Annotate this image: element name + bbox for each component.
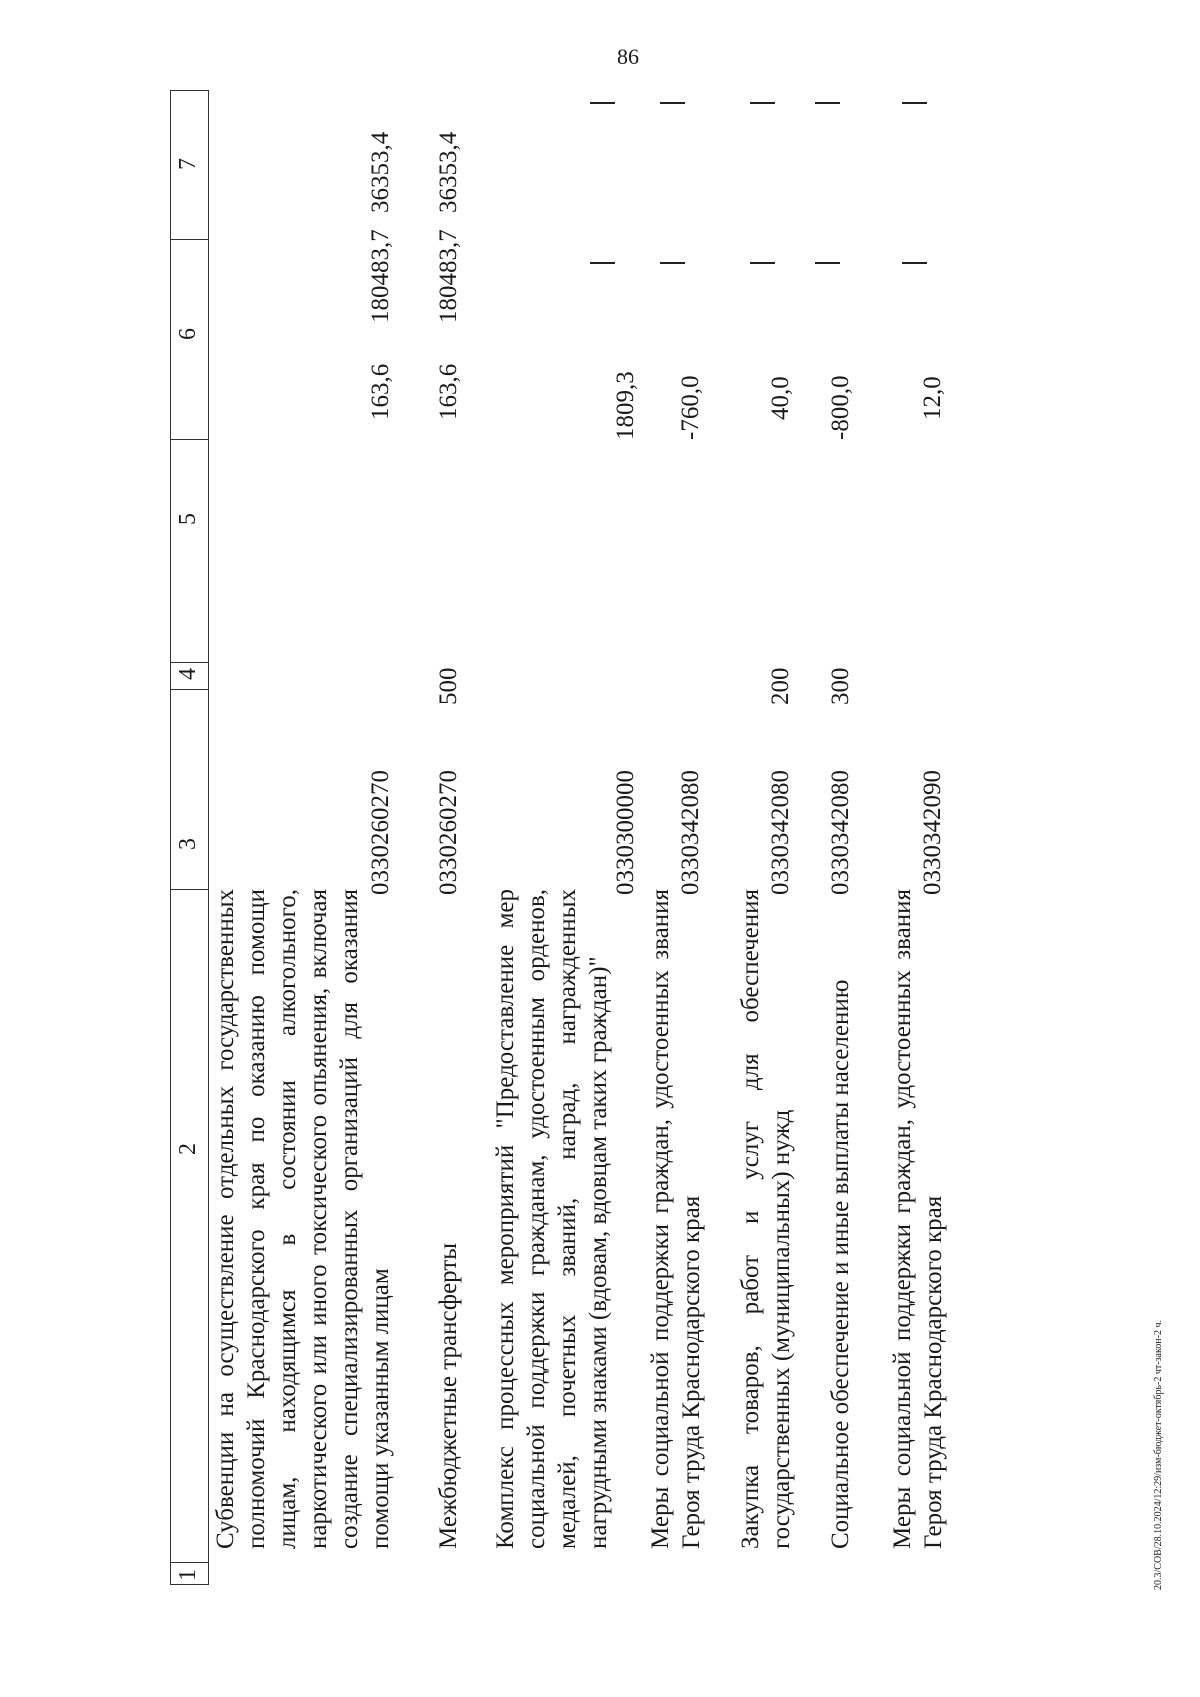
row-name: Субвенции на осуществление отдельных государственных полномочий Краснодарского края по оказанию помощи лицам, находящимся в состоянии алкогольного, наркотического или иного токсического опьянения, включая создание специализированных организаций для оказания помощи указанным лицам	[212, 889, 394, 1549]
row-col5: 1809,3	[612, 371, 639, 440]
dash-mark	[750, 262, 775, 264]
row-name: Закупка товаров, работ и услуг для обеспечения государственных (муниципальных) нужд	[737, 889, 795, 1549]
row-col6-dash	[750, 262, 783, 270]
row-col7: 36353,4	[435, 131, 462, 213]
header-col-1: 1	[175, 1569, 201, 1581]
budget-table	[170, 90, 1030, 1585]
header-col-3: 3	[175, 838, 201, 850]
table-header-row	[170, 90, 208, 1585]
header-right-border	[170, 90, 208, 91]
row-type: 300	[827, 667, 854, 705]
row-code: 0330342090	[919, 770, 946, 895]
row-code: 0330342080	[767, 770, 794, 895]
column-divider	[170, 439, 208, 440]
dash-mark	[660, 102, 685, 104]
header-top-border	[170, 90, 171, 1585]
dash-mark	[590, 102, 615, 104]
row-col6-dash	[590, 262, 623, 270]
header-col-7: 7	[175, 158, 201, 170]
column-divider	[170, 889, 208, 890]
dash-mark	[750, 102, 775, 104]
row-col6-dash	[902, 262, 935, 270]
column-divider	[170, 662, 208, 663]
dash-mark	[815, 262, 840, 264]
column-divider	[170, 689, 208, 690]
row-col6-dash	[815, 262, 848, 270]
row-col6: 180483,7	[435, 229, 462, 323]
header-col-4: 4	[175, 668, 201, 680]
row-code: 0330342080	[677, 770, 704, 895]
row-col7: 36353,4	[367, 131, 394, 213]
row-name: Меры социальной поддержки граждан, удостоенных звания Героя труда Краснодарского края	[647, 889, 705, 1549]
column-divider	[170, 239, 208, 240]
row-name: Межбюджетные трансферты	[435, 1242, 462, 1549]
row-name: Комплекс процессных мероприятий "Предоставление мер социальной поддержки гражданам, удостоенным орденов, медалей, почетных званий, наград, награжденных нагрудными знаками (вдовам, вдовцам таких граждан)"	[492, 889, 612, 1549]
row-name: Социальное обеспечение и иные выплаты населению	[827, 979, 854, 1549]
page-number: 86	[617, 44, 639, 69]
footer-document-code: 20.3/СОВ/28.10.2024/12:29/изм-бюджет-октябрь-2 чт-закон-2 ч.	[1153, 1319, 1164, 1590]
dash-mark	[902, 262, 927, 264]
row-col5: -760,0	[677, 375, 704, 440]
row-col7-dash	[815, 102, 848, 110]
row-col5: -800,0	[827, 375, 854, 440]
row-type: 200	[767, 667, 794, 705]
column-divider	[170, 1562, 208, 1563]
row-col7-dash	[750, 102, 783, 110]
row-col5: 40,0	[767, 376, 794, 420]
row-col7-dash	[660, 102, 693, 110]
dash-mark	[590, 262, 615, 264]
row-code: 0330300000	[612, 770, 639, 895]
row-col5: 163,6	[367, 363, 394, 420]
header-col-2: 2	[175, 1143, 201, 1155]
row-name: Меры социальной поддержки граждан, удостоенных звания Героя труда Краснодарского края	[889, 889, 947, 1549]
header-col-5: 5	[175, 513, 201, 525]
dash-mark	[660, 262, 685, 264]
dash-mark	[902, 102, 927, 104]
row-type: 500	[435, 667, 462, 705]
row-col7-dash	[902, 102, 935, 110]
row-col5: 163,6	[435, 363, 462, 420]
row-code: 0330260270	[367, 770, 394, 895]
row-code: 0330260270	[435, 770, 462, 895]
row-col7-dash	[590, 102, 623, 110]
header-col-6: 6	[175, 328, 201, 340]
dash-mark	[815, 102, 840, 104]
row-col5: 12,0	[919, 376, 946, 420]
row-col6-dash	[660, 262, 693, 270]
header-left-border	[170, 1584, 208, 1585]
row-code: 0330342080	[827, 770, 854, 895]
row-col6: 180483,7	[367, 229, 394, 323]
header-bottom-border	[208, 90, 209, 1585]
